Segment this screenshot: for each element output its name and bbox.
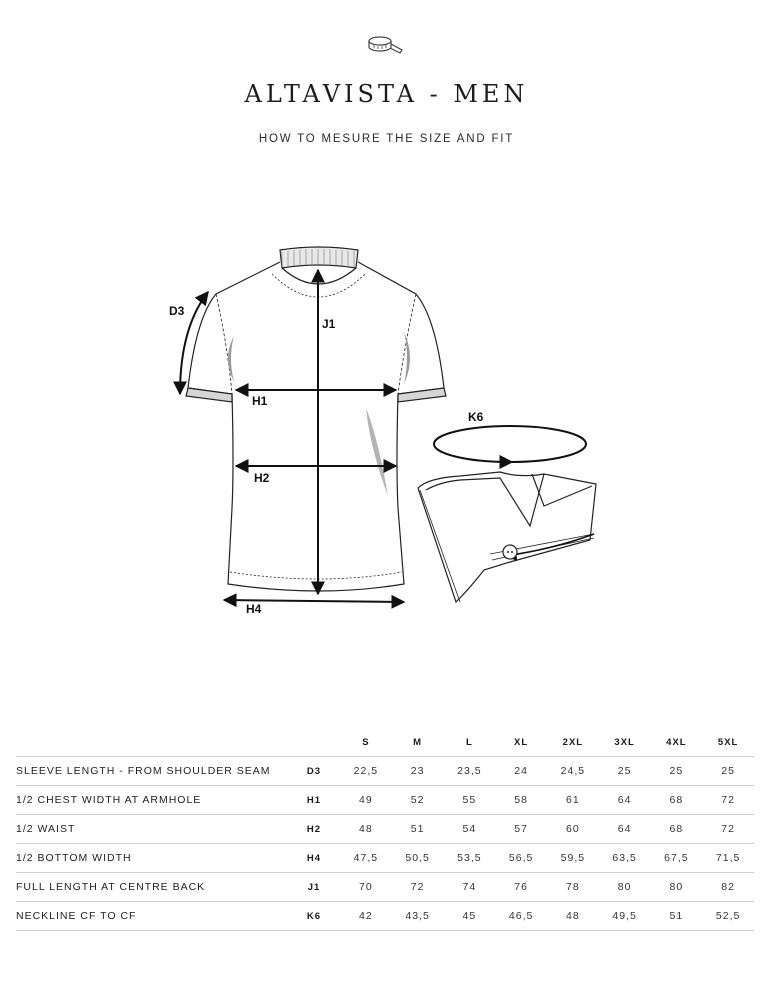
row-label: NECKLINE CF TO CF	[16, 902, 288, 931]
size-value: 48	[547, 902, 599, 931]
size-value: 68	[651, 786, 703, 815]
polo-shirt-drawing	[186, 247, 446, 591]
size-value: 59,5	[547, 844, 599, 873]
row-label: 1/2 WAIST	[16, 815, 288, 844]
row-code: H4	[288, 844, 340, 873]
size-value: 43,5	[392, 902, 444, 931]
row-code: H2	[288, 815, 340, 844]
size-chart-table	[16, 728, 754, 931]
table-row	[16, 786, 754, 815]
row-label: 1/2 CHEST WIDTH AT ARMHOLE	[16, 786, 288, 815]
row-code: D3	[288, 757, 340, 786]
table-row	[16, 873, 754, 902]
size-value: 60	[547, 815, 599, 844]
size-value: 52	[392, 786, 444, 815]
size-value: 74	[444, 873, 496, 902]
d3-label: D3	[169, 304, 185, 318]
row-label: FULL LENGTH AT CENTRE BACK	[16, 873, 288, 902]
size-value: 78	[547, 873, 599, 902]
row-code: K6	[288, 902, 340, 931]
size-value: 45	[444, 902, 496, 931]
size-value: 68	[651, 815, 703, 844]
size-value: 47,5	[340, 844, 392, 873]
table-row	[16, 844, 754, 873]
size-value: 61	[547, 786, 599, 815]
size-value: 67,5	[651, 844, 703, 873]
measuring-tape-icon	[366, 34, 406, 56]
size-value: 24	[495, 757, 547, 786]
row-code: H1	[288, 786, 340, 815]
k6-measure-ellipse	[434, 426, 586, 462]
size-value: 58	[495, 786, 547, 815]
page-subtitle: HOW TO MESURE THE SIZE AND FIT	[258, 133, 515, 145]
size-value: 54	[444, 815, 496, 844]
size-header: 3XL	[614, 736, 635, 748]
collar-drawing	[418, 472, 596, 602]
size-value: 42	[340, 902, 392, 931]
size-header: S	[362, 736, 370, 748]
size-value: 25	[599, 757, 651, 786]
size-value: 72	[392, 873, 444, 902]
size-value: 24,5	[547, 757, 599, 786]
size-value: 55	[444, 786, 496, 815]
size-value: 25	[702, 757, 754, 786]
size-value: 76	[495, 873, 547, 902]
size-value: 49	[340, 786, 392, 815]
size-value: 22,5	[340, 757, 392, 786]
size-value: 64	[599, 786, 651, 815]
size-header: XL	[514, 736, 529, 748]
size-value: 23	[392, 757, 444, 786]
size-value: 63,5	[599, 844, 651, 873]
row-label: 1/2 BOTTOM WIDTH	[16, 844, 288, 873]
size-header: 5XL	[717, 736, 739, 748]
size-value: 49,5	[599, 902, 651, 931]
size-value: 70	[340, 873, 392, 902]
size-header: L	[465, 736, 473, 748]
size-value: 51	[392, 815, 444, 844]
table-row	[16, 757, 754, 786]
row-code: J1	[288, 873, 340, 902]
h2-label: H2	[254, 471, 270, 485]
j1-label: J1	[322, 317, 336, 331]
table-header-row	[16, 728, 754, 757]
header-blank-label	[16, 728, 288, 757]
size-header: M	[413, 736, 423, 748]
garment-measurement-diagram	[160, 238, 610, 618]
collar-button-icon	[503, 545, 517, 559]
size-header: 4XL	[666, 736, 687, 748]
size-value: 80	[651, 873, 703, 902]
header-blank-code	[288, 728, 340, 757]
table-row	[16, 902, 754, 931]
size-value: 72	[702, 786, 754, 815]
size-value: 57	[495, 815, 547, 844]
size-value: 72	[702, 815, 754, 844]
row-label: SLEEVE LENGTH - FROM SHOULDER SEAM	[16, 757, 288, 786]
h1-label: H1	[252, 394, 268, 408]
size-value: 53,5	[444, 844, 496, 873]
size-value: 71,5	[702, 844, 754, 873]
size-value: 50,5	[392, 844, 444, 873]
size-value: 46,5	[495, 902, 547, 931]
size-header: 2XL	[562, 736, 584, 748]
size-value: 80	[599, 873, 651, 902]
size-value: 51	[651, 902, 703, 931]
page-title: ALTAVISTA - MEN	[244, 80, 529, 108]
size-value: 64	[599, 815, 651, 844]
k6-label: K6	[468, 410, 484, 424]
h4-label: H4	[246, 602, 262, 616]
size-value: 56,5	[495, 844, 547, 873]
size-value: 52,5	[702, 902, 754, 931]
size-value: 82	[702, 873, 754, 902]
size-value: 25	[651, 757, 703, 786]
size-value: 23,5	[444, 757, 496, 786]
table-row	[16, 815, 754, 844]
size-value: 48	[340, 815, 392, 844]
